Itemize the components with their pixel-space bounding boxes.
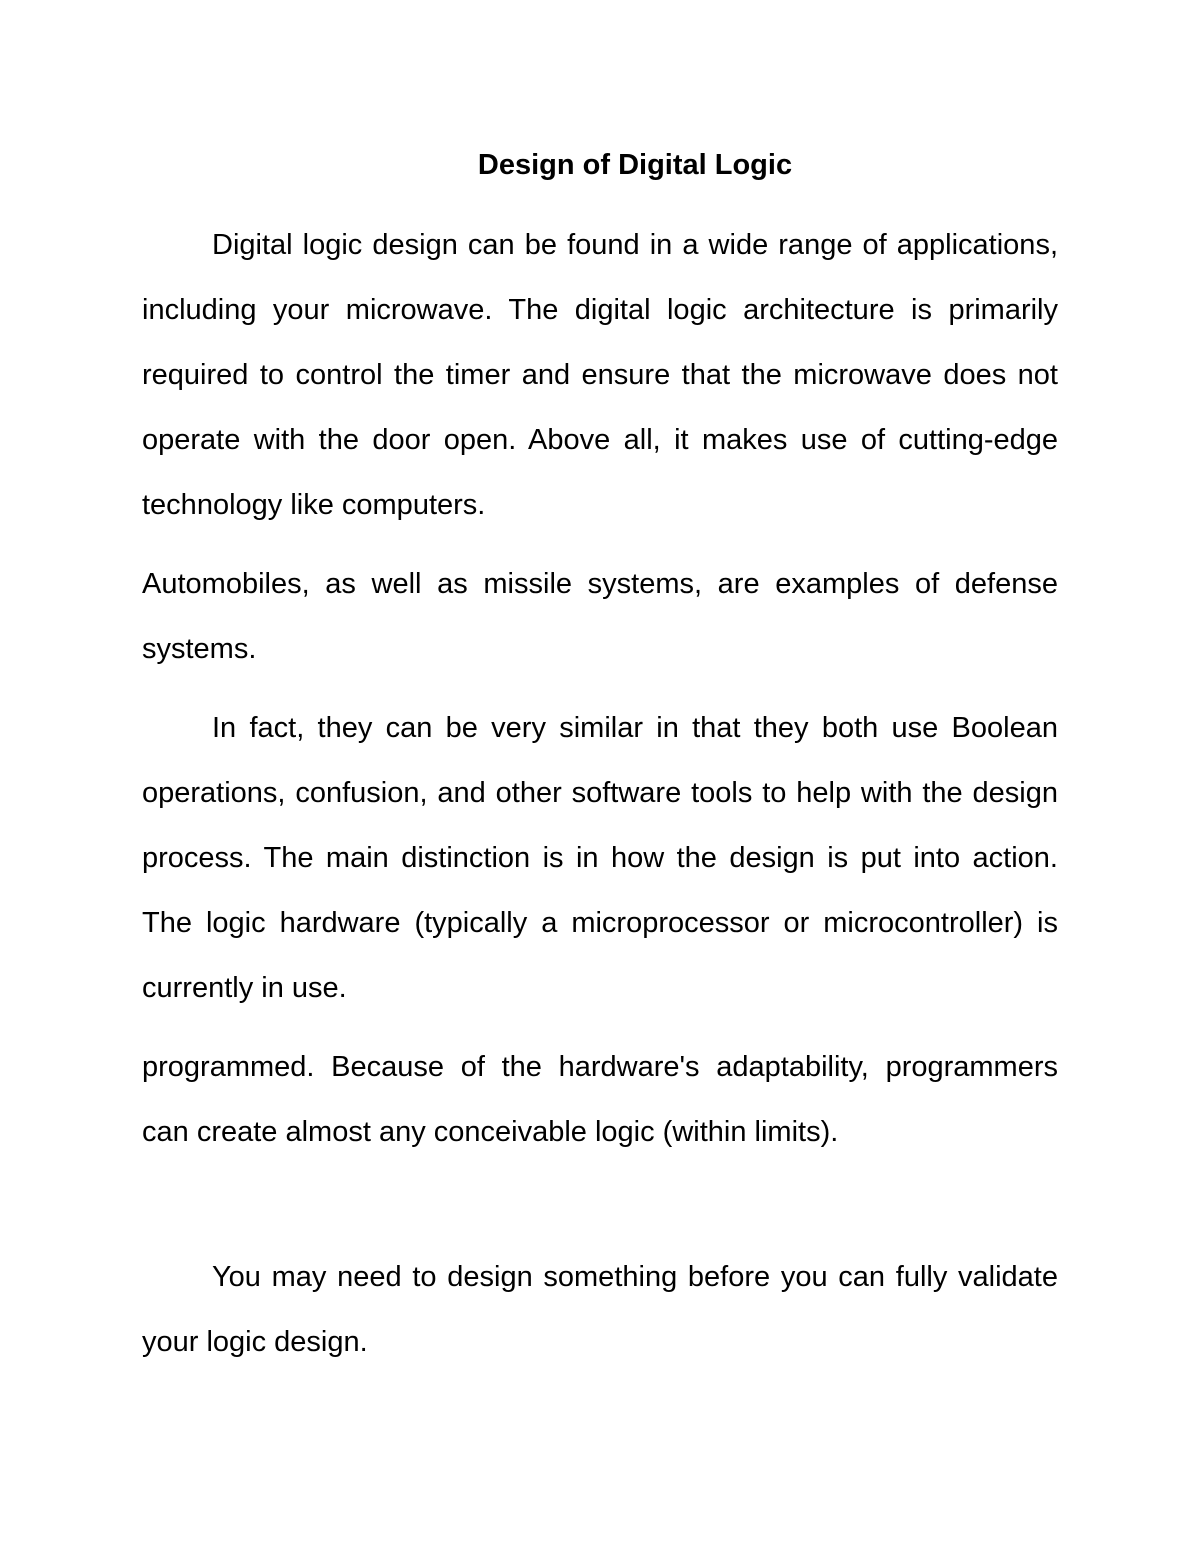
paragraph-5: You may need to design something before you can fully validate your logic design. [142,1261,1058,1358]
paragraph-4: programmed. Because of the hardware's adaptability, programmers can create almost any conceivable logic (within limits). [142,1051,1058,1148]
paragraph-1: Digital logic design can be found in a wide range of applications, including your microwave. The digital logic architecture is primarily required to control the timer and ensure that the microwave does not operate with the door open. Above all, it makes use of cutting-edge technology like computers. [142,229,1058,521]
paragraph-2: Automobiles, as well as missile systems, are examples of defense systems. [142,568,1058,665]
document-title: Design of Digital Logic [477,149,793,181]
paragraph-3: In fact, they can be very similar in that they both use Boolean operations, confusion, and other software tools to help with the design process. The main distinction is in how the design is put into action. The logic hardware (typically a microprocessor or microcontroller) is currently in use. [142,712,1058,1004]
